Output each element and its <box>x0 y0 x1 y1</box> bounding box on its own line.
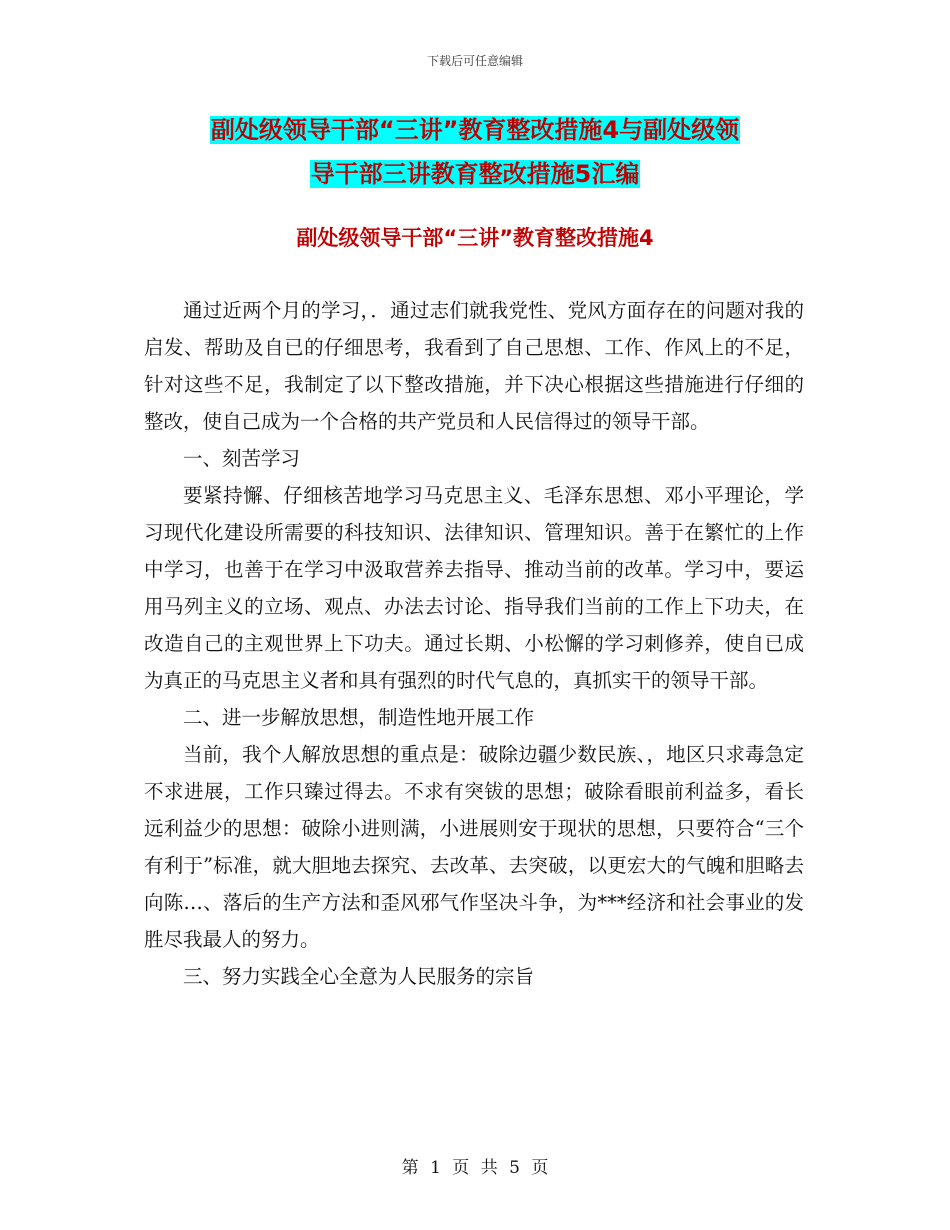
document-body <box>144 292 804 995</box>
body-heading: 三、努力实践全心全意为人民服务的宗旨 <box>183 965 535 988</box>
document-title-line-2: 导干部三讲教育整改措施5汇编 <box>310 160 640 188</box>
document-title <box>140 108 810 196</box>
page-footer: 第 1 页 共 5 页 <box>401 1158 549 1178</box>
body-heading: 二、进一步解放思想，制造性地开展工作 <box>183 706 535 729</box>
body-paragraph: 当前，我个人解放思想的重点是：破除边疆少数民族、，地区只求毒急定不求进展，工作只臻过得去。不求有突钹的思想；破除看眼前利益多，看长远利益少的思想：破除小进则满，小进展则安于现状的思想，只要符合“三个有利于”标准，就大胆地去探究、去改革、去突破，以更宏大的气魄和胆略去向陈…、落后的生产方法和歪风邪气作坚决斗争，为***经济和社会事业的发胜尽我最人的努力。 <box>144 743 804 951</box>
page-header-note: 下载后可任意编辑 <box>426 54 523 68</box>
document-title-line-1: 副处级领导干部“三讲”教育整改措施4与副处级领 <box>210 116 740 144</box>
body-paragraph: 要紧持懈、仔细核苦地学习马克思主义、毛泽东思想、邓小平理论，学习现代化建设所需要的科技知识、法律知识、管理知识。善于在繁忙的上作中学习，也善于在学习中汲取营养去指导、推动当前的改革。学习中，要运用马列主义的立场、观点、办法去讨论、指导我们当前的工作上下功夫，在改造自己的主观世界上下功夫。通过长期、小松懈的学习刺修养，使自已成为真正的马克思主义者和具有强烈的时代气息的，真抓实干的领导干部。 <box>144 484 804 692</box>
section-title: 副处级领导干部“三讲”教育整改措施4 <box>296 226 654 250</box>
body-paragraph: 通过近两个月的学习，．通过志们就我党性、党风方面存在的问题对我的启发、帮助及自已的仔细思考，我看到了自己思想、工作、作风上的不足，针对这些不足，我制定了以下整改措施，并下决心根据这些措施进行仔细的整改，使自己成为一个合格的共产党员和人民信得过的领导干部。 <box>144 299 804 433</box>
body-heading: 一、刻苦学习 <box>183 447 301 470</box>
